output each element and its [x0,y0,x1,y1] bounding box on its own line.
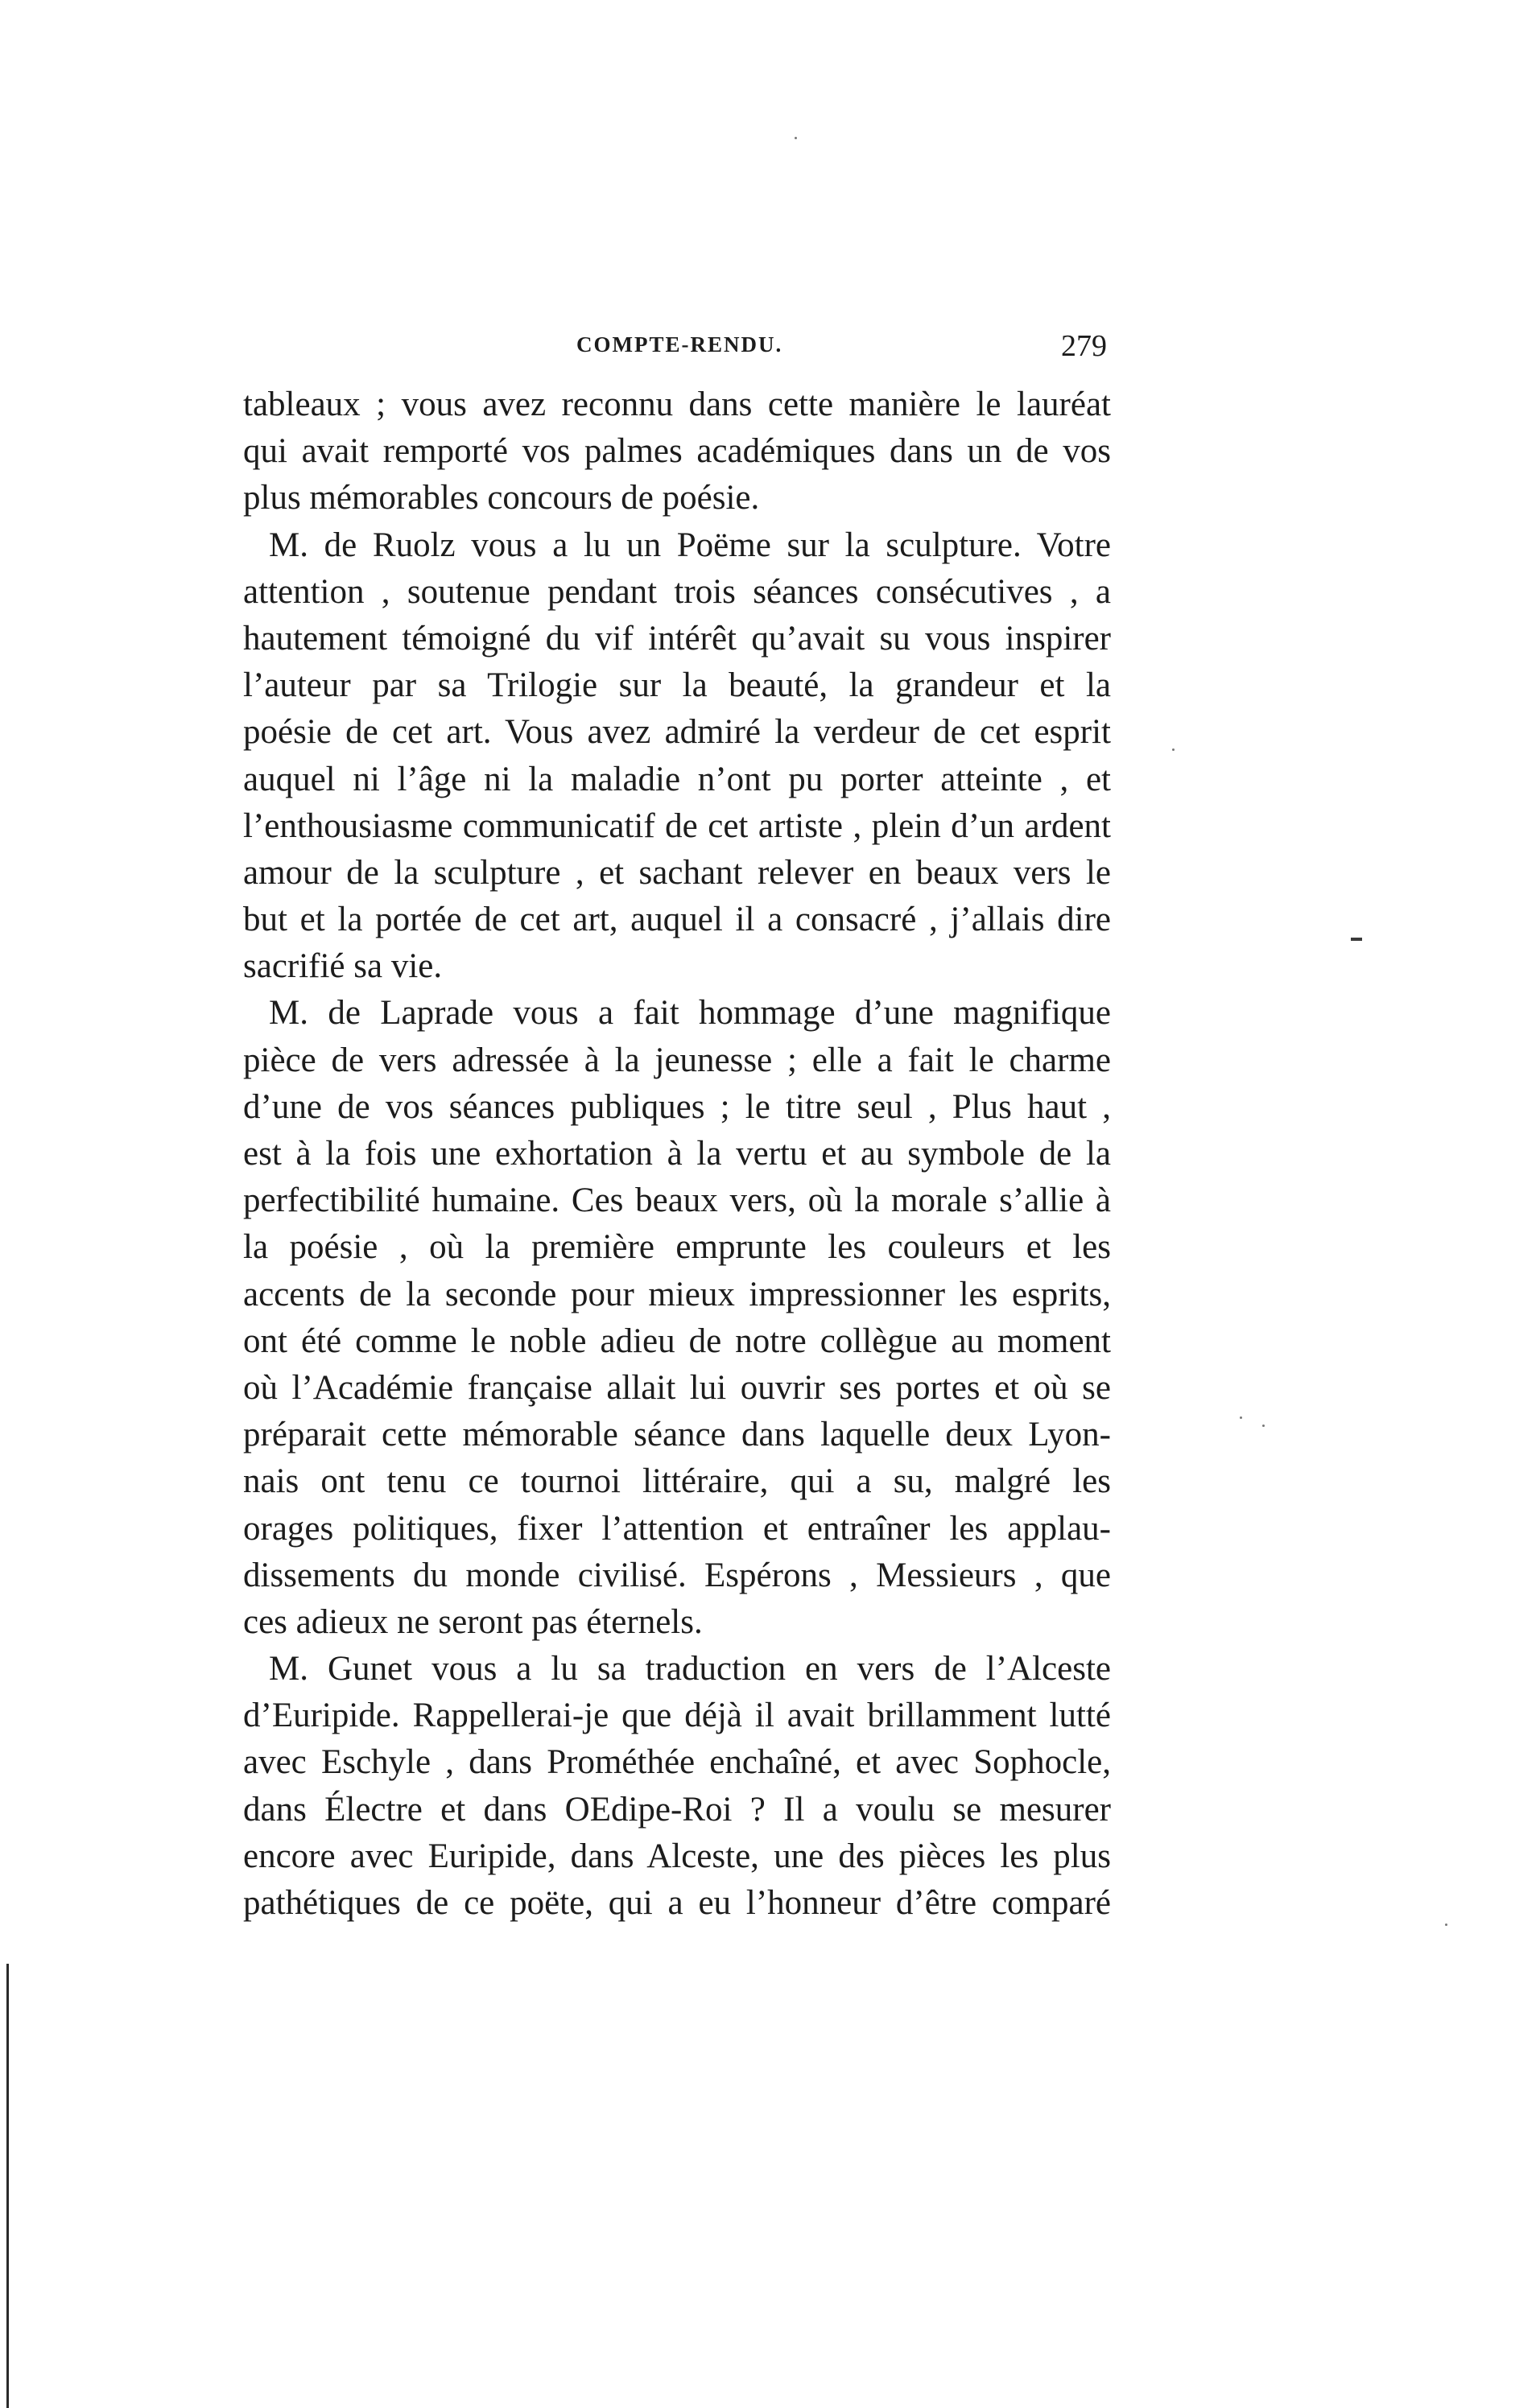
text-line: qui avait remporté vos palmes académiques dans un de vos [243,432,1111,471]
text-line: ces adieux ne seront pas éternels. [243,1602,703,1641]
text-line: ont été comme le noble adieu de notre collègue au moment [243,1322,1111,1360]
page-speck [1445,1924,1447,1926]
text-line: d’une de vos séances publiques ; le titre seul , Plus haut , [243,1087,1111,1126]
text-line: but et la portée de cet art, auquel il a consacré , j’allais dire [243,901,1111,939]
text-line: est à la fois une exhortation à la vertu et au symbole de la [243,1135,1111,1173]
text-line: où l’Académie française allait lui ouvrir ses portes et où se [243,1368,1111,1407]
text-line: préparait cette mémorable séance dans laquelle deux Lyon- [243,1416,1111,1454]
text-line: M. de Laprade vous a fait hommage d’une magnifique [269,994,1111,1033]
text-line: attention , soutenue pendant trois séances consécutives , a [243,572,1111,611]
text-line: pathétiques de ce poëte, qui a eu l’honneur d’être comparé [243,1884,1111,1922]
text-line: l’enthousiasme communicatif de cet artiste , plein d’un ardent [243,806,1111,845]
text-line: nais ont tenu ce tournoi littéraire, qui a su, malgré les [243,1462,1111,1501]
text-line: la poésie , où la première emprunte les couleurs et les [243,1228,1111,1267]
page-speck [1262,1425,1265,1427]
text-line: tableaux ; vous avez reconnu dans cette manière le lauréat [243,386,1111,423]
margin-rule [6,1964,9,2408]
text-line: avec Eschyle , dans Prométhée enchaîné, et avec Sophocle, [243,1743,1111,1782]
text-line: accents de la seconde pour mieux impressionner les esprits, [243,1275,1111,1313]
text-line: M. de Ruolz vous a lu un Poëme sur la sculpture. Votre [269,526,1111,564]
page-speck [1172,748,1175,751]
text-line: d’Euripide. Rappellerai-je que déjà il avait brillamment lutté [243,1697,1111,1735]
page-speck [795,137,797,139]
text-line: orages politiques, fixer l’attention et entraîner les applau- [243,1509,1111,1548]
text-line: poésie de cet art. Vous avez admiré la verdeur de cet esprit [243,713,1111,752]
text-line: dans Électre et dans OEdipe-Roi ? Il a voulu se mesurer [243,1790,1111,1829]
text-line: dissements du monde civilisé. Espérons , Messieurs , que [243,1556,1111,1594]
page-speck [1240,1416,1242,1419]
text-line: plus mémorables concours de poésie. [243,479,760,517]
text-line: amour de la sculpture , et sachant relever en beaux vers le [243,853,1111,892]
margin-mark [1351,938,1362,941]
running-head: COMPTE-RENDU. [576,332,783,357]
text-line: perfectibilité humaine. Ces beaux vers, où la morale s’allie à [243,1181,1111,1220]
text-line: l’auteur par sa Trilogie sur la beauté, la grandeur et la [243,666,1111,705]
text-line: auquel ni l’âge ni la maladie n’ont pu porter atteinte , et [243,760,1111,798]
page-number: 279 [1061,329,1107,363]
body-text [243,381,1111,1927]
text-line: pièce de vers adressée à la jeunesse ; elle a fait le charme [243,1041,1111,1079]
text-line: M. Gunet vous a lu sa traduction en vers de l’Alceste [269,1650,1111,1688]
text-line: encore avec Euripide, dans Alceste, une des pièces les plus [243,1837,1111,1875]
text-line: hautement témoigné du vif intérêt qu’avait su vous inspirer [243,619,1111,658]
text-line: sacrifié sa vie. [243,947,443,986]
